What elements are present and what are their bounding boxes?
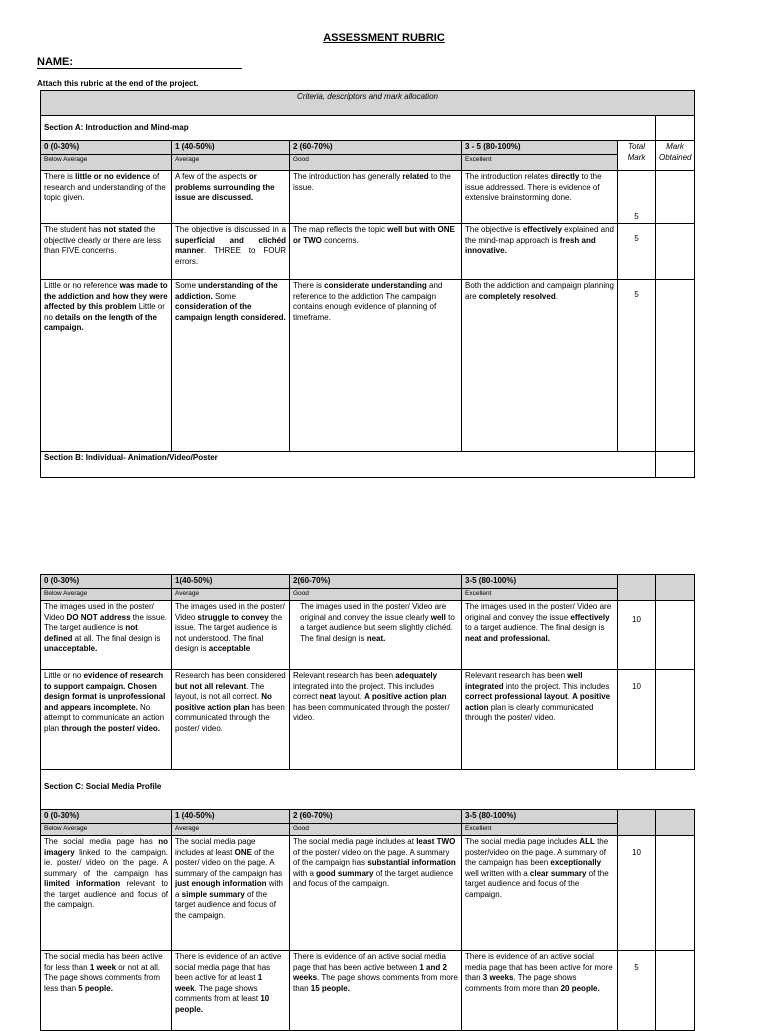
emphasis-text: correct professional layout: [465, 692, 568, 701]
total-mark: 10: [618, 836, 656, 951]
level-2: 2(60-70%) Good: [290, 575, 462, 601]
total-mark: 5: [618, 171, 656, 224]
emphasis-text: well integrated: [465, 671, 583, 691]
emphasis-text: just enough information: [175, 879, 267, 888]
name-line[interactable]: [37, 68, 242, 69]
mark-obtained-header: Mark Obtained: [656, 141, 695, 171]
emphasis-text: ALL: [579, 837, 595, 846]
descriptor-cell: Some understanding of the addiction. Some consideration of the campaign length considered.: [172, 280, 290, 452]
emphasis-text: effectively: [522, 225, 562, 234]
emphasis-text: 1 and 2 weeks: [293, 962, 447, 982]
descriptor-cell: The social media has been active for less than 1 week or not at all. The page shows comments from less than 5 people.: [41, 951, 172, 1031]
emphasis-text: details on the length of the campaign.: [44, 312, 157, 332]
table-row: [41, 280, 695, 452]
emphasis-text: not stated: [103, 225, 142, 234]
section-a-levels: [41, 141, 695, 171]
table-row: [41, 951, 695, 1031]
attach-note: Attach this rubric at the end of the project.: [37, 79, 199, 88]
total-mark-header: Total Mark: [618, 141, 656, 171]
total-mark: 5: [618, 951, 656, 1031]
section-c-title: Section C: Social Media Profile: [41, 770, 695, 810]
emphasis-text: acceptable: [208, 644, 251, 653]
descriptor-cell: Little or no reference was made to the addiction and how they were affected by this problem Little or no details on the length of the campaign.: [41, 280, 172, 452]
emphasis-text: limited information: [44, 879, 121, 888]
descriptor-cell: The images used in the poster/ Video struggle to convey the issue. The target audience is not understood. The final design is acceptable: [172, 601, 290, 670]
section-a-title: Section A: Introduction and Mind-map: [41, 116, 656, 141]
descriptor-cell: The objective is discussed in a superficial and clichéd manner. THREE to FOUR errors.: [172, 224, 290, 280]
emphasis-text: directly: [550, 172, 580, 181]
emphasis-text: exceptionally: [550, 858, 602, 867]
level-1: 1 (40-50%) Average: [172, 141, 290, 171]
emphasis-text: evidence of research to support campaign. Chosen design format is unprofessional and appears incomplete.: [44, 671, 166, 712]
descriptor-cell: The images used in the poster/ Video DO NOT address the issue. The target audience is not defined at all. The final design is unacceptable.: [41, 601, 172, 670]
descriptor-cell: Both the addiction and campaign planning are completely resolved.: [462, 280, 618, 452]
rubric-table-a: [40, 90, 695, 478]
emphasis-text: or problems surrounding the issue are discussed.: [175, 172, 275, 202]
emphasis-text: was made to the addiction and how they were affected by this problem: [44, 281, 168, 311]
descriptor-cell: The images used in the poster/ Video are original and convey the issue clearly well to a target audience but seem slightly clichéd. The final design is neat.: [290, 601, 462, 670]
level-1: 1 (40-50%) Average: [172, 810, 290, 836]
total-mark: 5: [618, 224, 656, 280]
emphasis-text: clear summary: [529, 868, 587, 878]
total-mark: 10: [618, 670, 656, 770]
mark-obtained-cell[interactable]: [656, 171, 695, 224]
rubric-table-b: [40, 574, 695, 1031]
emphasis-text: No positive action plan: [175, 692, 272, 712]
total-mark: 5: [618, 280, 656, 452]
emphasis-text: substantial information: [367, 858, 456, 867]
emphasis-text: little or no evidence: [75, 172, 151, 181]
emphasis-text: well: [430, 612, 446, 622]
table-row: [41, 836, 695, 951]
emphasis-text: considerate understanding: [324, 281, 427, 290]
level-0: 0 (0-30%) Below Average: [41, 575, 172, 601]
mark-obtained-cell[interactable]: [656, 836, 695, 951]
mark-obtained-cell[interactable]: [656, 224, 695, 280]
mark-obtained-cell[interactable]: [656, 280, 695, 452]
emphasis-text: understanding of the addiction.: [175, 281, 278, 301]
emphasis-text: neat.: [366, 633, 386, 643]
level-0: 0 (0-30%) Below Average: [41, 141, 172, 171]
level-3: 3-5 (80-100%) Excellent: [462, 575, 618, 601]
emphasis-text: A positive action plan: [364, 692, 447, 701]
emphasis-text: 5 people.: [78, 983, 113, 993]
descriptor-cell: The objective is effectively explained and the mind-map approach is fresh and innovative.: [462, 224, 618, 280]
emphasis-text: 3 weeks: [482, 973, 514, 982]
descriptor-cell: The student has not stated the objective clearly or there are less than FIVE concerns.: [41, 224, 172, 280]
emphasis-text: good summary: [316, 868, 374, 878]
emphasis-text: unacceptable.: [44, 644, 98, 653]
descriptor-cell: The images used in the poster/ Video are original and convey the issue effectively to a target audience. The final design is neat and professional.: [462, 601, 618, 670]
mark-obtained-cell[interactable]: [656, 951, 695, 1031]
descriptor-cell: Relevant research has been well integrated into the project. This includes correct professional layout. A positive action plan is clearly communicated through the poster/ video.: [462, 670, 618, 770]
emphasis-text: least TWO: [416, 837, 456, 846]
emphasis-text: simple summary: [181, 889, 245, 899]
emphasis-text: related: [402, 172, 429, 181]
emphasis-text: 1 week: [89, 962, 117, 972]
level-3: 3-5 (80-100%) Excellent: [462, 810, 618, 836]
emphasis-text: 1 week: [175, 973, 263, 993]
mark-obtained-cell[interactable]: [656, 601, 695, 670]
emphasis-text: but not all relevant: [175, 681, 247, 691]
descriptor-cell: The map reflects the topic well but with ONE or TWO concerns.: [290, 224, 462, 280]
level-1: 1(40-50%) Average: [172, 575, 290, 601]
emphasis-text: adequately: [395, 671, 438, 680]
emphasis-text: no imagery: [44, 837, 168, 857]
emphasis-text: consideration of the campaign length considered.: [175, 302, 286, 322]
descriptor-cell: There is evidence of an active social media page that has been active for at least 1 week. The page shows comments from at least 10 people.: [172, 951, 290, 1031]
emphasis-text: through the poster/ video.: [59, 723, 161, 733]
emphasis-text: fresh and innovative.: [465, 235, 596, 255]
total-mark: 10: [618, 601, 656, 670]
descriptor-cell: There is evidence of an active social media page that has been active between 1 and 2 weeks. The page shows comments from more than 15 people.: [290, 951, 462, 1031]
emphasis-text: ONE: [234, 847, 252, 857]
table-row: [41, 601, 695, 670]
emphasis-text: completely resolved: [478, 291, 556, 301]
emphasis-text: not defined: [44, 623, 138, 643]
emphasis-text: effectively: [570, 612, 610, 622]
level-2: 2 (60-70%) Good: [290, 141, 462, 171]
name-label: NAME:: [37, 56, 74, 68]
emphasis-text: well but with ONE or TWO: [293, 225, 455, 245]
emphasis-text: 20 people.: [560, 983, 600, 993]
level-2: 2 (60-70%) Good: [290, 810, 462, 836]
level-3: 3 - 5 (80-100%) Excellent: [462, 141, 618, 171]
descriptor-cell: The social media page includes ALL the poster/video on the page. A summary of the campaign has been exceptionally well written with a clear summary of the target audience and focus of the campaign.: [462, 836, 618, 951]
descriptor-cell: A few of the aspects or problems surrounding the issue are discussed.: [172, 171, 290, 224]
emphasis-text: 10 people.: [175, 994, 270, 1014]
emphasis-text: A positive action: [465, 692, 611, 712]
descriptor-cell: There is considerate understanding and reference to the addiction The campaign contains enough evidence of planning of timeframe.: [290, 280, 462, 452]
descriptor-cell: The introduction relates directly to the issue addressed. There is evidence of extensive brainstorming done.: [462, 171, 618, 224]
document-title: ASSESSMENT RUBRIC: [323, 32, 445, 44]
emphasis-text: superficial and clichéd manner: [175, 235, 286, 255]
table-row: [41, 224, 695, 280]
level-0: 0 (0-30%) Below Average: [41, 810, 172, 836]
descriptor-cell: The introduction has generally related to the issue.: [290, 171, 462, 224]
descriptor-cell: The social media page includes at least TWO of the poster/ video on the page. A summary of the campaign has substantial information with a good summary of the target audience and focus of the campaign.: [290, 836, 462, 951]
descriptor-cell: Relevant research has been adequately integrated into the project. This includes correct neat layout. A positive action plan has been communicated through the poster/ video.: [290, 670, 462, 770]
descriptor-cell: There is little or no evidence of research and understanding of the topic given.: [41, 171, 172, 224]
emphasis-text: DO NOT address: [66, 612, 131, 622]
emphasis-text: neat: [319, 692, 337, 701]
section-c-levels: [41, 810, 695, 836]
section-b-title: Section B: Individual- Animation/Video/Poster: [41, 452, 656, 478]
descriptor-cell: The social media page includes at least ONE of the poster/ video on the page. A summary of the campaign has just enough information with a simple summary of the target audience and focus of the campaign.: [172, 836, 290, 951]
emphasis-text: struggle to convey: [197, 612, 269, 622]
descriptor-cell: The social media page has no imagery linked to the campaign. ie. poster/ video on the page. A summary of the campaign has limited information relevant to the target audience and focus of the campaign.: [41, 836, 172, 951]
emphasis-text: neat and professional.: [465, 633, 550, 643]
section-b-levels: [41, 575, 695, 601]
criteria-header: Criteria, descriptors and mark allocation: [41, 91, 695, 116]
table-row: [41, 670, 695, 770]
table-row: [41, 171, 695, 224]
mark-obtained-cell[interactable]: [656, 670, 695, 770]
descriptor-cell: Little or no evidence of research to support campaign. Chosen design format is unprofessional and appears incomplete. No attempt to communicate an action plan through the poster/ video.: [41, 670, 172, 770]
descriptor-cell: Research has been considered but not all relevant. The layout, is not all correct. No positive action plan has been communicated through the poster/ video.: [172, 670, 290, 770]
descriptor-cell: There is evidence of an active social media page that has been active for more than 3 weeks. The page shows comments from more than 20 people.: [462, 951, 618, 1031]
emphasis-text: 15 people.: [310, 983, 350, 993]
